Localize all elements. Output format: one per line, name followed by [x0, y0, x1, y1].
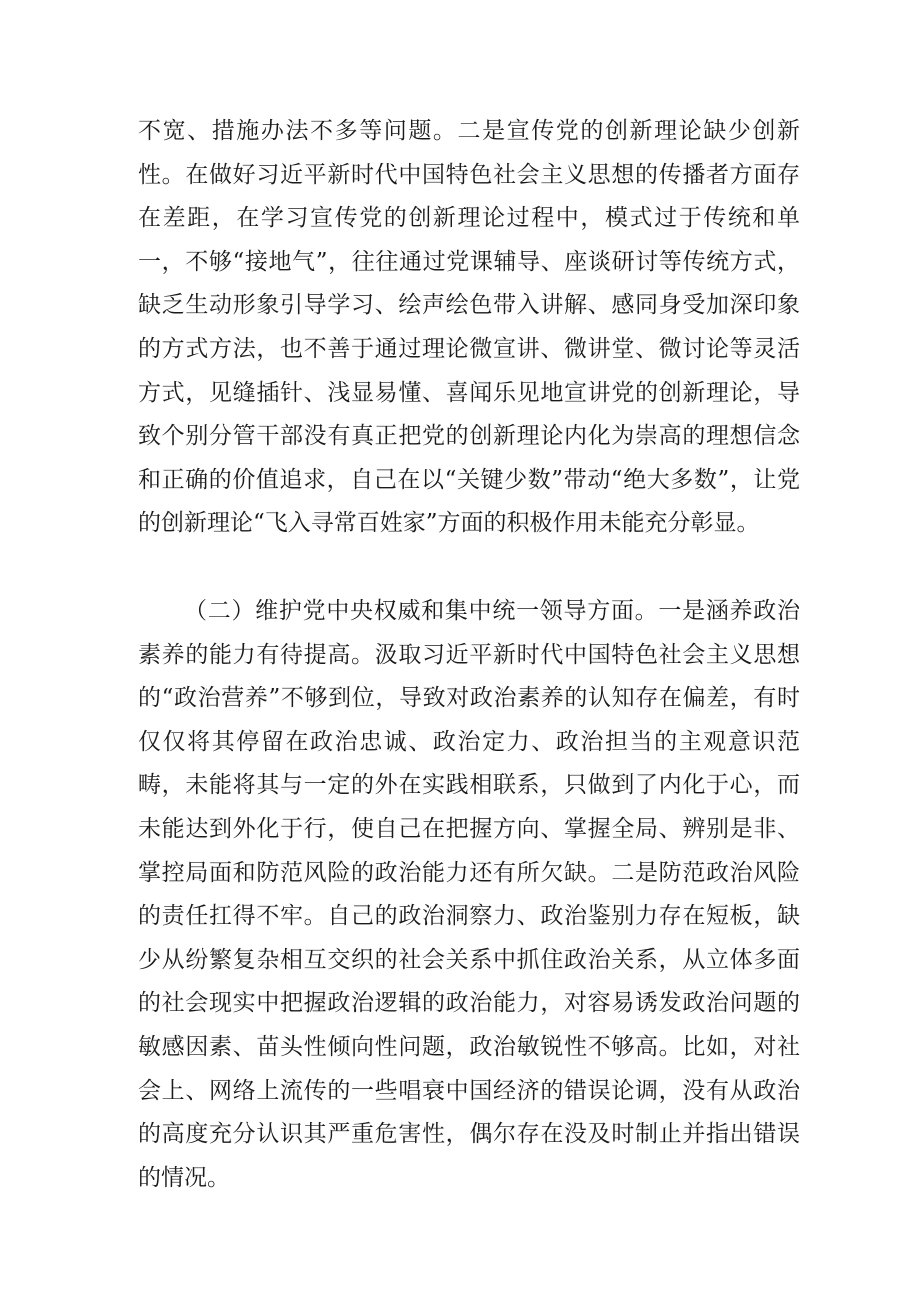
paragraph-2: （二）维护党中央权威和集中统一领导方面。一是涵养政治素养的能力有待提高。汲取习近平新时代中国特色社会主义思想的“政治营养”不够到位，导致对政治素养的认知存在偏差，有时仅仅将其停留在政治忠诚、政治定力、政治担当的主观意识范畴，未能将其与一定的外在实践相联系，只做到了内化于心，而未能达到外化于行，使自己在把握方向、掌握全局、辨别是非、掌控局面和防范风险的政治能力还有所欠缺。二是防范政治风险的责任扛得不牢。自己的政治洞察力、政治鉴别力存在短板，缺少从纷繁复杂相互交织的社会关系中抓住政治关系，从立体多面的社会现实中把握政治逻辑的政治能力，对容易诱发政治问题的敏感因素、苗头性倾向性问题，政治敏锐性不够高。比如，对社会上、网络上流传的一些唱衰中国经济的错误论调，没有从政治的高度充分认识其严重危害性，偶尔存在没及时制止并指出错误的情况。 [138, 598, 800, 1191]
paragraph-1: 不宽、措施办法不多等问题。二是宣传党的创新理论缺少创新性。在做好习近平新时代中国特色社会主义思想的传播者方面存在差距，在学习宣传党的创新理论过程中，模式过于传统和单一，不够“接地气”，往往通过党课辅导、座谈研讨等传统方式，缺乏生动形象引导学习、绘声绘色带入讲解、感同身受加深印象的方式方法，也不善于通过理论微宣讲、微讲堂、微讨论等灵活方式，见缝插针、浅显易懂、喜闻乐见地宣讲党的创新理论，导致个别分管干部没有真正把党的创新理论内化为崇高的理想信念和正确的价值追求，自己在以“关键少数”带动“绝大多数”，让党的创新理论“飞入寻常百姓家”方面的积极作用未能充分彰显。 [138, 118, 800, 537]
